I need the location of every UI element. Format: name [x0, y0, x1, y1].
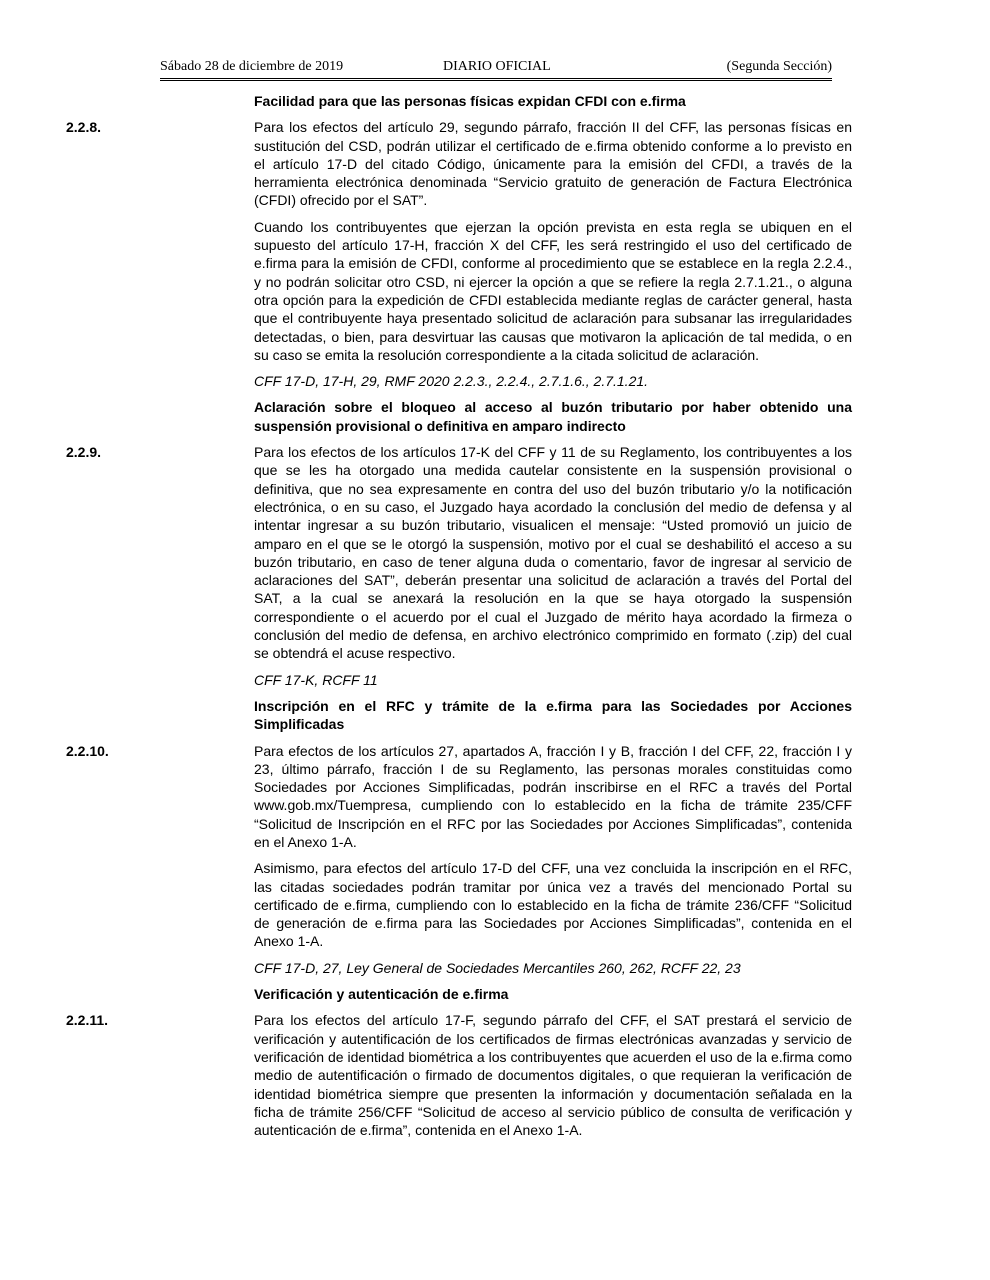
rule-2-2-8 — [66, 118, 852, 209]
rule-2-2-9-heading: Aclaración sobre el bloqueo al acceso al buzón tributario por haber obtenido una suspensión provisional o definitiva en amparo indirecto — [254, 399, 852, 434]
rule-number: 2.2.8. — [66, 119, 102, 136]
rule-paragraph: Para efectos de los artículos 27, apartados A, fracción I y B, fracción I del CFF, 22, fracción I y 23, último párrafo, fracción I de su Reglamento, las personas morales constituidas como Sociedades por Acciones Simplificadas, podrán inscribirse en el RFC a través del Portal www.gob.mx/Tuempresa, cumpliendo con lo establecido en la ficha de trámite 235/CFF “Solicitud de Inscripción en el RFC por las Sociedades por Acciones Simplificadas”, contenida en el Anexo 1-A. — [254, 742, 852, 850]
rule-2-2-10 — [66, 742, 852, 852]
rule-paragraph: Para los efectos de los artículos 17-K del CFF y 11 de su Reglamento, los contribuyentes a los que se les ha otorgado una medida cautelar consistente en la suspensión provisional o definitiva, que no sea expresamente en contra del uso del buzón tributario y/o la notificación electrónica, o en su caso, el Juzgado haya acordado la conclusión del medio de defensa y al intentar ingresar a su buzón tributario, visualicen el mensaje: “Usted promovió un juicio de amparo en el que se le otorgó la suspensión, motivo por el cual se deshabilitó el acceso a su buzón tributario, en caso de tener alguna duda o comentario, favor de ingresar al servicio de aclaraciones del SAT”, deberán presentar una solicitud de aclaración a través del Portal del SAT, a la cual se anexará la resolución en la que se haya otorgado la suspensión correspondiente o el acuerdo por el cual el Juzgado de mérito haya acordado la firmeza o conclusión del medio de defensa, en archivo electrónico comprimido en formato (.zip) del cual se obtendrá el acuse respectivo. — [254, 444, 852, 662]
rule-2-2-11-heading: Verificación y autenticación de e.firma — [254, 986, 509, 1003]
legal-reference: CFF 17-K, RCFF 11 — [254, 671, 378, 688]
page-header — [160, 58, 832, 81]
header-section: (Segunda Sección) — [726, 59, 832, 74]
rule-2-2-11 — [66, 1011, 852, 1139]
rule-2-2-10-heading: Inscripción en el RFC y trámite de la e.firma para las Sociedades por Acciones Simplificadas — [254, 697, 852, 733]
rule-paragraph: Asimismo, para efectos del artículo 17-D del CFF, una vez concluida la inscripción en el RFC, las citadas sociedades podrán tramitar por única vez a través del mencionado Portal su certificado de e.firma, cumpliendo con lo establecido en la ficha de trámite 236/CFF “Solicitud de generación de e.firma para las Sociedades por Acciones Simplificadas”, contenida en el Anexo 1-A. — [254, 860, 852, 950]
rule-2-2-9 — [66, 443, 852, 663]
rule-number: 2.2.11. — [66, 1012, 109, 1029]
legal-reference: CFF 17-D, 27, Ley General de Sociedades Mercantiles 260, 262, RCFF 22, 23 — [254, 959, 741, 976]
rule-2-2-8-heading: Facilidad para que las personas físicas expidan CFDI con e.firma — [254, 93, 686, 109]
rule-paragraph: Para los efectos del artículo 29, segundo párrafo, fracción II del CFF, las personas físicas en sustitución del CSD, podrán utilizar el certificado de e.firma obtenido conforme a lo previsto en el artículo 17-D del citado Código, únicamente para la emisión del CFDI, a través de la herramienta electrónica denominada “Servicio gratuito de generación de Factura Electrónica (CFDI) ofrecido por el SAT”. — [254, 119, 852, 209]
document-body — [66, 92, 852, 1147]
rule-number: 2.2.10. — [66, 742, 109, 759]
header-title: DIARIO OFICIAL — [443, 59, 551, 74]
rule-paragraph: Para los efectos del artículo 17-F, segundo párrafo del CFF, el SAT prestará el servicio de verificación y autentificación de los certificados de firmas electrónicas avanzadas y servicio de verificación de identidad biométrica a los contribuyentes que acuerden el uso de la e.firma como medio de autentificación o firmado de documentos digitales, o que requieran la verificación de identidad biométrica siempre que presenten la información y documentación señalada en la ficha de trámite 256/CFF “Solicitud de acceso al servicio público de consulta de verificación y autenticación de e.firma”, contenida en el Anexo 1-A. — [254, 1012, 852, 1139]
legal-reference: CFF 17-D, 17-H, 29, RMF 2020 2.2.3., 2.2.4., 2.7.1.6., 2.7.1.21. — [254, 373, 649, 390]
rule-paragraph: Cuando los contribuyentes que ejerzan la opción prevista en esta regla se ubiquen en el supuesto del artículo 17-H, fracción X del CFF, les será restringido el uso del certificado de e.firma para la emisión de CFDI, conforme al procedimiento que se establece en la regla 2.2.4., y no podrán solicitar otro CSD, ni ejercer la opción a que se refiere la regla 2.7.1.21., o alguna otra opción para la expedición de CFDI establecida mediante reglas de carácter general, hasta que el contribuyente haya presentado solicitud de aclaración para subsanar las irregularidades detectadas, o bien, para desvirtuar las causas que motivaron la aplicación de tal medida, o en su caso se emita la resolución correspondiente a la citada solicitud de aclaración. — [254, 218, 852, 363]
rule-number: 2.2.9. — [66, 444, 102, 461]
header-date: Sábado 28 de diciembre de 2019 — [160, 59, 344, 74]
